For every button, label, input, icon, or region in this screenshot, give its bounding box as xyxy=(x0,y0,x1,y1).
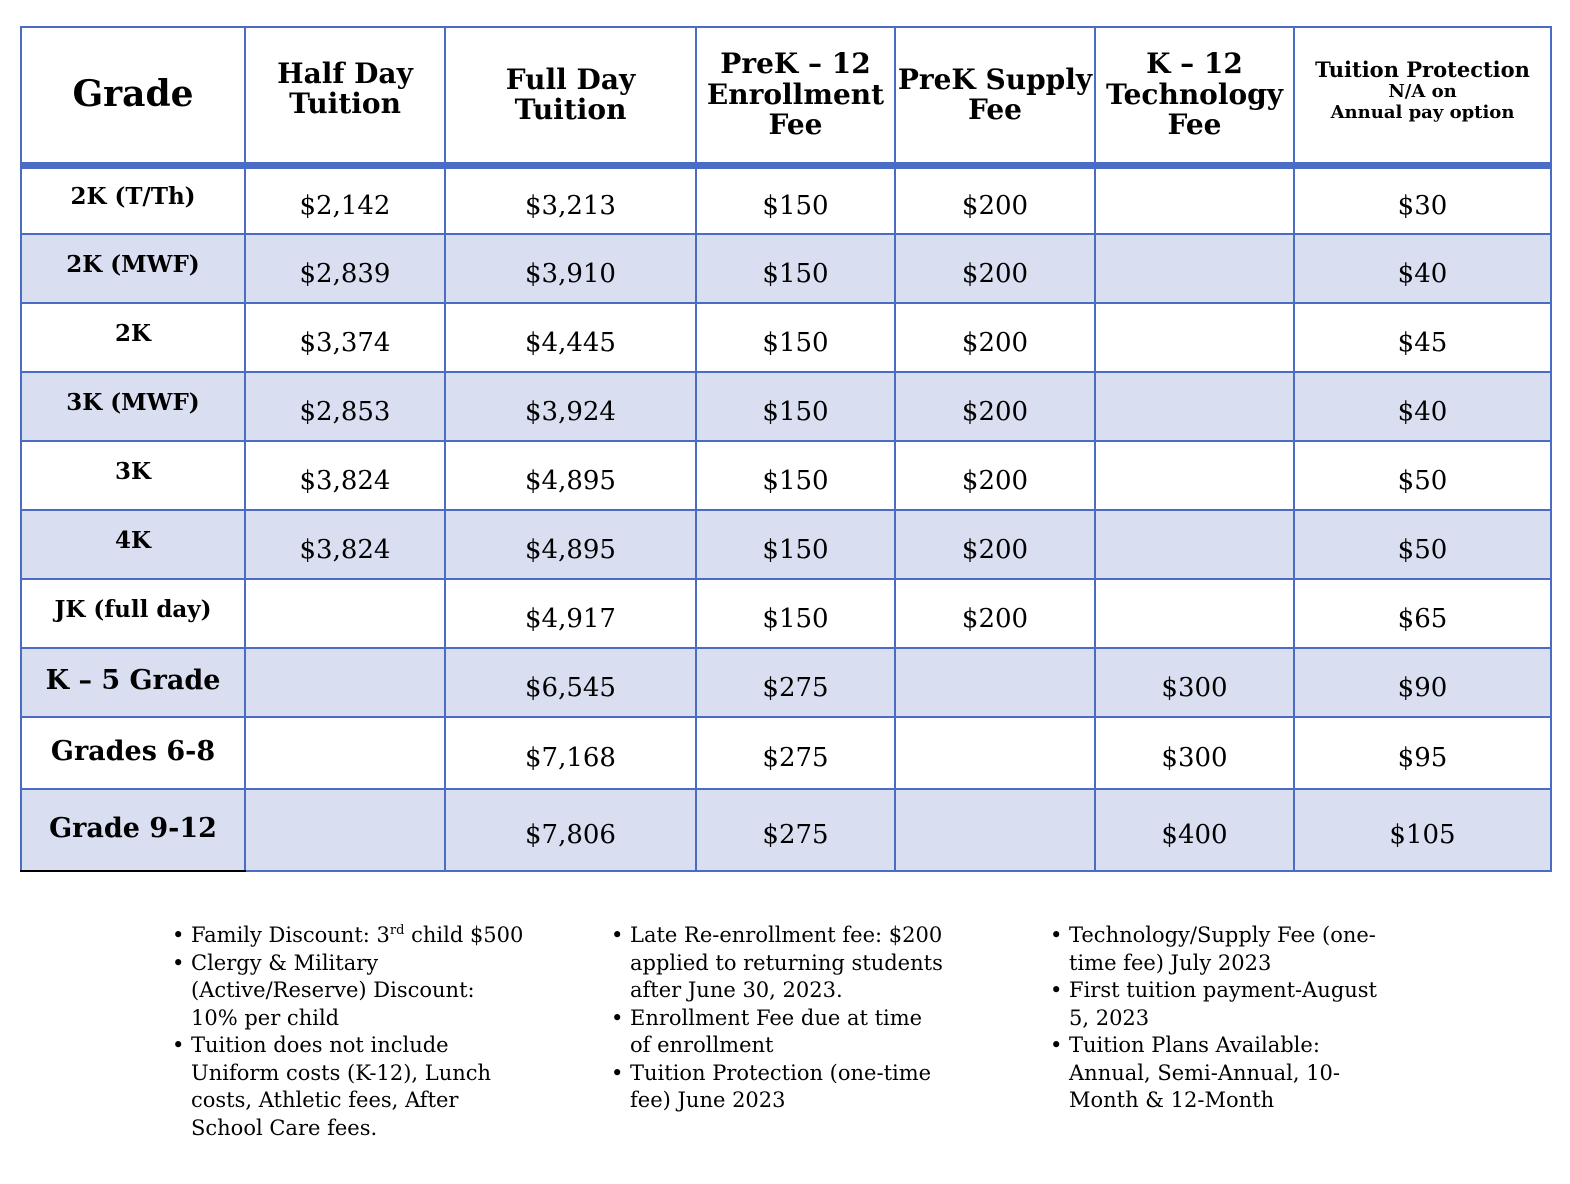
grade-cell: 2K (MWF) xyxy=(21,234,245,303)
header-tuition-protection xyxy=(1294,27,1551,165)
supply-cell xyxy=(895,648,1095,717)
notes-section xyxy=(0,922,1570,1172)
enrollment-cell: $150 xyxy=(696,165,895,234)
table-row xyxy=(21,372,1551,441)
table-row xyxy=(21,441,1551,510)
supply-cell: $200 xyxy=(895,234,1095,303)
protection-cell: $50 xyxy=(1294,510,1551,579)
supply-cell: $200 xyxy=(895,372,1095,441)
header-row xyxy=(21,27,1551,165)
family-discount-text: Family Discount: 3 xyxy=(191,923,390,947)
header-supply-fee: PreK Supply Fee xyxy=(895,27,1095,165)
table-row xyxy=(21,648,1551,717)
full-day-cell: $3,910 xyxy=(445,234,696,303)
header-protection-title: Tuition Protection xyxy=(1315,56,1530,82)
technology-cell xyxy=(1095,372,1294,441)
note-family-discount xyxy=(172,922,527,950)
note-enrollment-due: • Enrollment Fee due at time of enrollment xyxy=(611,1005,946,1060)
note-late-fee: • Late Re-enrollment fee: $200 applied to returning students after June 30, 2023. xyxy=(611,922,946,1005)
enrollment-cell: $150 xyxy=(696,372,895,441)
supply-cell: $200 xyxy=(895,579,1095,648)
grade-cell: 4K xyxy=(21,510,245,579)
grade-cell: Grades 6-8 xyxy=(21,717,245,789)
full-day-cell: $3,213 xyxy=(445,165,696,234)
protection-cell: $65 xyxy=(1294,579,1551,648)
full-day-cell: $4,917 xyxy=(445,579,696,648)
supply-cell: $200 xyxy=(895,441,1095,510)
table-row xyxy=(21,717,1551,789)
note-first-payment: • First tuition payment-August 5, 2023 xyxy=(1050,977,1395,1032)
full-day-cell: $4,895 xyxy=(445,441,696,510)
half-day-cell xyxy=(245,717,445,789)
half-day-cell: $2,142 xyxy=(245,165,445,234)
table-row xyxy=(21,510,1551,579)
supply-cell: $200 xyxy=(895,303,1095,372)
protection-cell: $50 xyxy=(1294,441,1551,510)
technology-cell xyxy=(1095,303,1294,372)
table-row xyxy=(21,789,1551,871)
notes-column-discounts xyxy=(172,922,527,1142)
grade-cell: 2K xyxy=(21,303,245,372)
note-clergy-discount: • Clergy & Military (Active/Reserve) Discount: 10% per child xyxy=(172,950,527,1033)
half-day-cell: $3,824 xyxy=(245,441,445,510)
grade-cell: 3K xyxy=(21,441,245,510)
technology-cell: $300 xyxy=(1095,717,1294,789)
half-day-cell: $3,824 xyxy=(245,510,445,579)
technology-cell: $300 xyxy=(1095,648,1294,717)
table-row xyxy=(21,579,1551,648)
protection-cell: $105 xyxy=(1294,789,1551,871)
grade-cell: 3K (MWF) xyxy=(21,372,245,441)
table-row xyxy=(21,303,1551,372)
full-day-cell: $3,924 xyxy=(445,372,696,441)
tuition-table xyxy=(20,26,1552,872)
enrollment-cell: $150 xyxy=(696,234,895,303)
header-grade: Grade xyxy=(21,27,245,165)
note-tech-supply: • Technology/Supply Fee (one-time fee) July 2023 xyxy=(1050,922,1395,977)
table-row xyxy=(21,165,1551,234)
header-protection-sub2: Annual pay option xyxy=(1330,101,1515,123)
notes-column-payments xyxy=(1050,922,1395,1115)
half-day-cell xyxy=(245,648,445,717)
supply-cell: $200 xyxy=(895,510,1095,579)
enrollment-cell: $275 xyxy=(696,789,895,871)
technology-cell xyxy=(1095,510,1294,579)
full-day-cell: $6,545 xyxy=(445,648,696,717)
note-payment-plans: • Tuition Plans Available: Annual, Semi-Annual, 10-Month & 12-Month xyxy=(1050,1032,1395,1115)
ordinal-suffix: rd xyxy=(389,923,405,938)
enrollment-cell: $150 xyxy=(696,303,895,372)
technology-cell xyxy=(1095,579,1294,648)
header-full-day: Full Day Tuition xyxy=(445,27,696,165)
full-day-cell: $7,168 xyxy=(445,717,696,789)
header-half-day: Half Day Tuition xyxy=(245,27,445,165)
enrollment-cell: $275 xyxy=(696,648,895,717)
supply-cell xyxy=(895,789,1095,871)
protection-cell: $45 xyxy=(1294,303,1551,372)
full-day-cell: $4,445 xyxy=(445,303,696,372)
technology-cell: $400 xyxy=(1095,789,1294,871)
enrollment-cell: $150 xyxy=(696,510,895,579)
grade-cell: JK (full day) xyxy=(21,579,245,648)
note-protection-due: • Tuition Protection (one-time fee) June 2023 xyxy=(611,1060,946,1115)
enrollment-cell: $275 xyxy=(696,717,895,789)
protection-cell: $90 xyxy=(1294,648,1551,717)
family-discount-amount: child $500 xyxy=(404,923,524,947)
full-day-cell: $7,806 xyxy=(445,789,696,871)
enrollment-cell: $150 xyxy=(696,441,895,510)
supply-cell: $200 xyxy=(895,165,1095,234)
header-technology-fee: K – 12 Technology Fee xyxy=(1095,27,1294,165)
grade-cell: 2K (T/Th) xyxy=(21,165,245,234)
protection-cell: $95 xyxy=(1294,717,1551,789)
technology-cell xyxy=(1095,165,1294,234)
grade-cell: Grade 9-12 xyxy=(21,789,245,871)
full-day-cell: $4,895 xyxy=(445,510,696,579)
table-row xyxy=(21,234,1551,303)
header-enrollment-fee: PreK – 12 Enrollment Fee xyxy=(696,27,895,165)
half-day-cell xyxy=(245,579,445,648)
notes-column-fees xyxy=(611,922,946,1115)
technology-cell xyxy=(1095,234,1294,303)
technology-cell xyxy=(1095,441,1294,510)
note-exclusions: • Tuition does not include Uniform costs (K-12), Lunch costs, Athletic fees, After School Care fees. xyxy=(172,1032,527,1142)
supply-cell xyxy=(895,717,1095,789)
protection-cell: $40 xyxy=(1294,372,1551,441)
grade-cell: K – 5 Grade xyxy=(21,648,245,717)
half-day-cell xyxy=(245,789,445,871)
header-protection-sub1: N/A on xyxy=(1388,81,1457,103)
half-day-cell: $2,853 xyxy=(245,372,445,441)
protection-cell: $40 xyxy=(1294,234,1551,303)
half-day-cell: $2,839 xyxy=(245,234,445,303)
enrollment-cell: $150 xyxy=(696,579,895,648)
protection-cell: $30 xyxy=(1294,165,1551,234)
half-day-cell: $3,374 xyxy=(245,303,445,372)
